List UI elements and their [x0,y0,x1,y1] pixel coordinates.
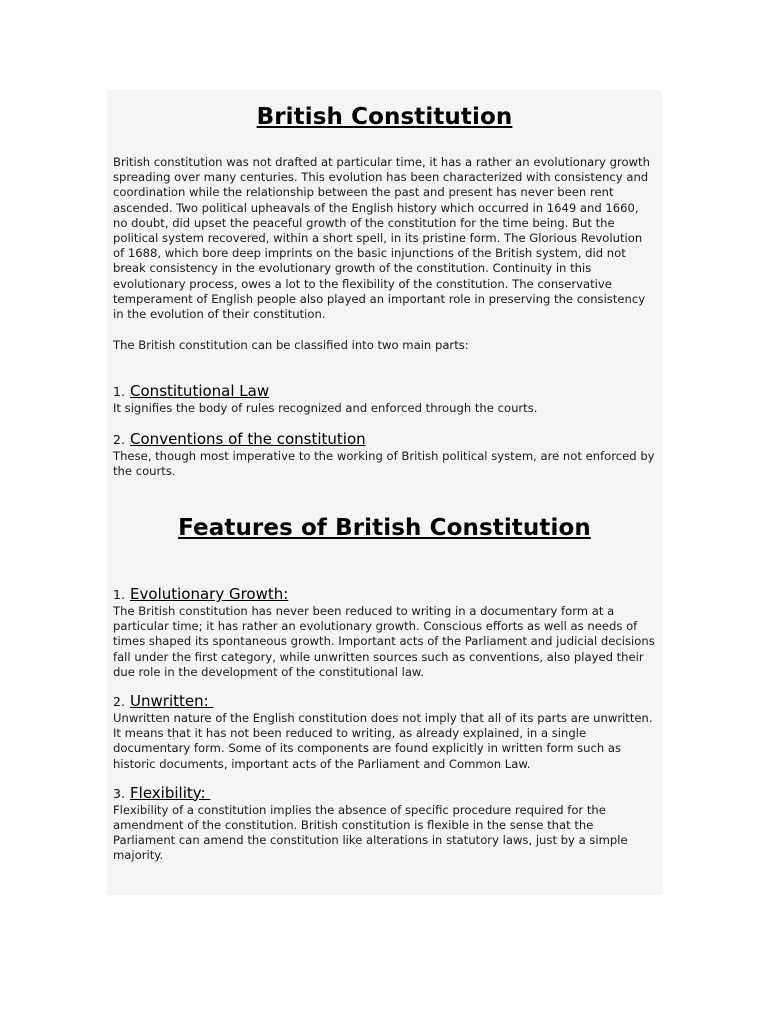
feature-heading [113,691,656,711]
classification-text: The British constitution can be classified into two main parts: [113,338,469,353]
feature-number: 3. [113,785,125,801]
features-title: Features of British Constitution [178,515,591,542]
feature-text: Unwritten nature of the English constitution does not imply that all of its parts are unwritten. It means that it has not been reduced to writing, as already explained, in a single documentary form. Some of its components are found explicitly in written form such as historic documents, important acts of the Parliament and Common Law. [113,711,653,771]
part-text: It signifies the body of rules recognized and enforced through the courts. [113,401,538,416]
feature-number: 2. [113,694,125,710]
feature-number: 1. [113,587,125,603]
feature-flexibility [113,783,656,864]
document-title: British Constitution [256,104,513,130]
document-panel [107,90,662,895]
feature-evolutionary-growth [113,584,656,680]
feature-unwritten [113,691,656,772]
part-title: Constitutional Law [130,382,270,401]
feature-heading [113,584,656,604]
part-heading [113,381,656,401]
part-number: 1. [113,384,125,400]
feature-text: The British constitution has never been reduced to writing in a documentary form at a particular time; it has rather an evolutionary growth. Conscious efforts as well as needs of times shaped its spontaneous growth. Important acts of the Parliament and judicial decisions fall under the first category, while unwritten sources such as conventions, also played their due role in the development of the constitutional law. [113,604,655,679]
part-title: Conventions of the constitution [130,429,366,448]
part-text: These, though most imperative to the working of British political system, are not enforced by the courts. [113,448,655,478]
feature-title: Unwritten: [130,692,214,711]
feature-title: Evolutionary Growth: [130,585,289,604]
part-number: 2. [113,431,125,447]
part-conventions [113,429,656,479]
feature-heading [113,783,656,803]
part-constitutional-law [113,381,656,416]
intro-paragraph: British constitution was not drafted at particular time, it has a rather an evolutionary growth spreading over many centuries. This evolution has been characterized with consistency and coordination while the relationship between the past and present has never been rent ascended. Two political upheavals of the English history which occurred in 1649 and 1660, no doubt, did upset the peaceful growth of the constitution for the time being. But the political system recovered, within a short spell, in its pristine form. The Glorious Revolution of 1688, which bore deep imprints on the basic injunctions of the British system, did not break consistency in the evolutionary growth of the constitution. Continuity in this evolutionary process, owes a lot to the flexibility of the constitution. The conservative temperament of English people also played an important role in preserving the consistency in the evolution of their constitution. [113,155,650,322]
part-heading [113,429,656,449]
feature-title: Flexibility: [130,783,211,802]
feature-text: Flexibility of a constitution implies the absence of specific procedure required for the amendment of the constitution. British constitution is flexible in the sense that the Parliament can amend the constitution like alterations in statutory laws, just by a simple majority. [113,802,628,863]
